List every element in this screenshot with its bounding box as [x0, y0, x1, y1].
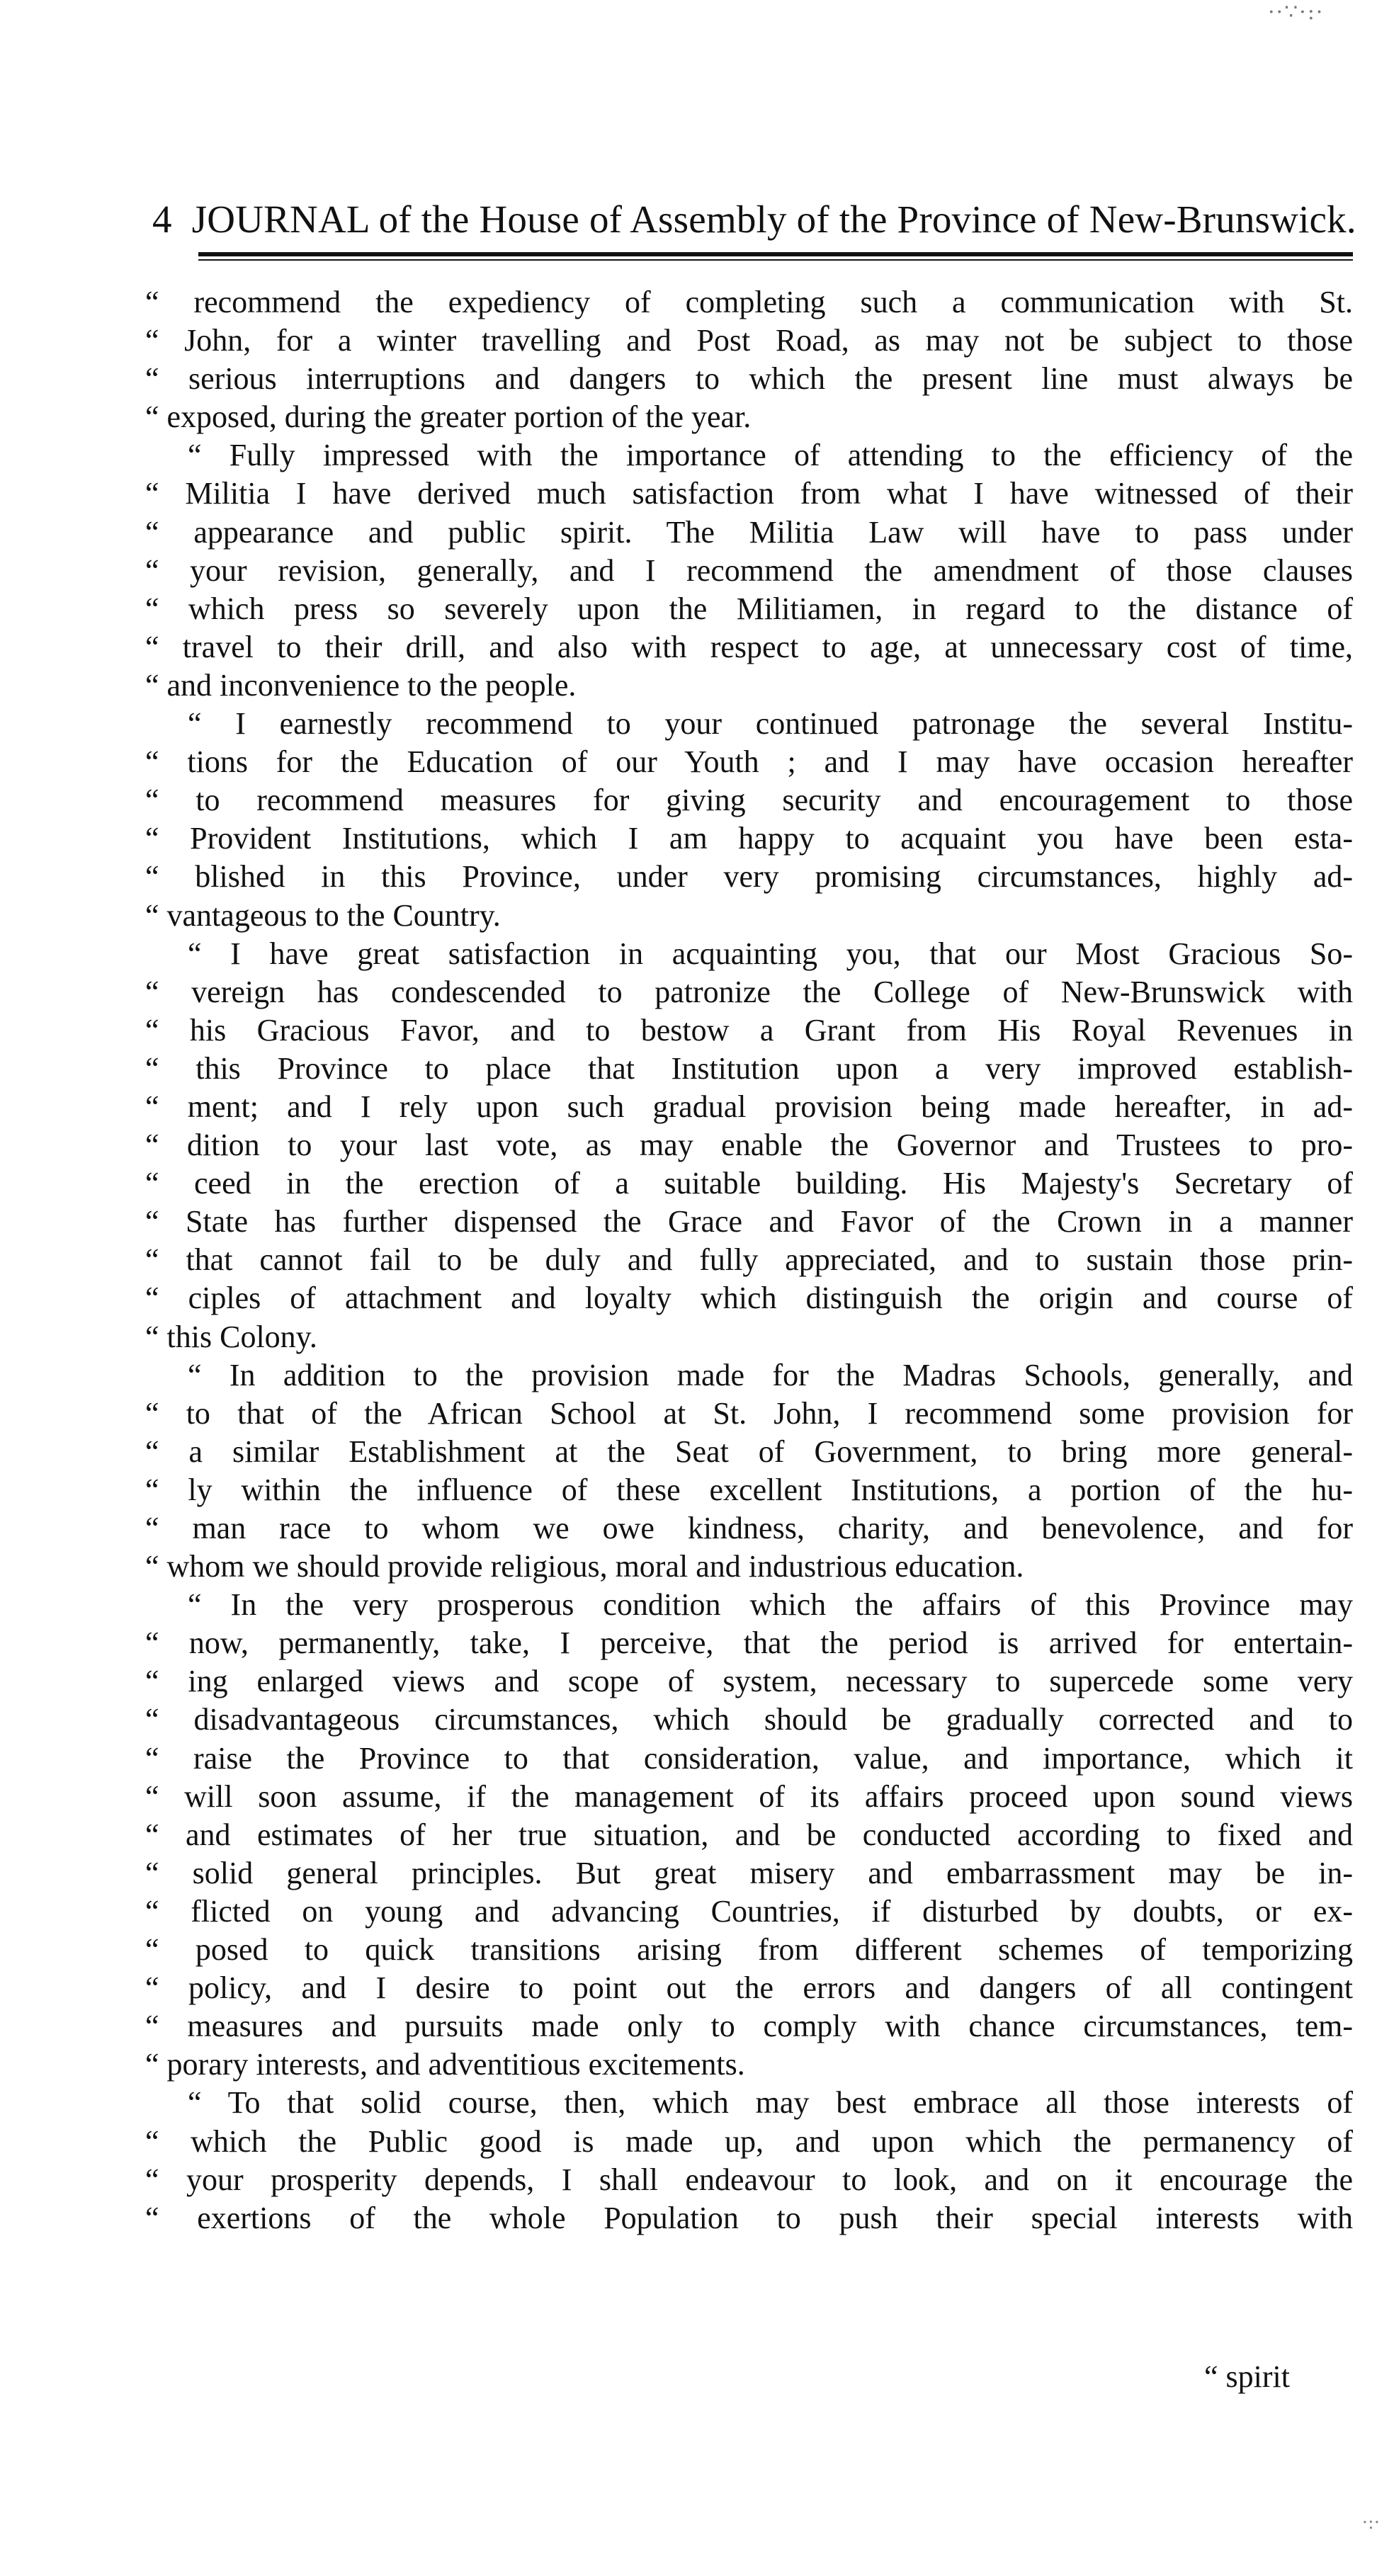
text-line: “ To that solid course, then, which may best embrace all those interests of	[188, 2085, 1353, 2121]
text-line: “ tions for the Education of our Youth ; and I may have occasion hereafter	[145, 744, 1353, 780]
body-text	[145, 283, 1353, 2237]
text-line: “ Provident Institutions, which I am happy to acquaint you have been esta-	[145, 821, 1353, 856]
text-line: “ In the very prosperous condition which the affairs of this Province may	[188, 1587, 1353, 1623]
text-line: “ blished in this Province, under very promising circumstances, highly ad-	[145, 859, 1353, 895]
text-line: “ your revision, generally, and I recommend the amendment of those clauses	[145, 552, 1353, 588]
text-line: “ serious interruptions and dangers to which the present line must always be	[145, 361, 1353, 397]
page-header	[152, 198, 1356, 241]
text-line: “ and inconvenience to the people.	[145, 667, 577, 703]
text-line: “ travel to their drill, and also with respect to age, at unnecessary cost of time,	[145, 629, 1353, 664]
text-line: “ flicted on young and advancing Countries, if disturbed by doubts, or ex-	[145, 1893, 1353, 1929]
text-line: “ recommend the expediency of completing such a communication with St.	[145, 285, 1353, 319]
text-line: “ John, for a winter travelling and Post Road, as may not be subject to those	[145, 323, 1353, 358]
text-line: “ and estimates of her true situation, and be conducted according to fixed and	[145, 1817, 1353, 1852]
text-line: “ solid general principles. But great misery and embarrassment may be in-	[145, 1855, 1353, 1890]
text-line: “ which the Public good is made up, and upon which the permanency of	[145, 2123, 1353, 2159]
text-line: “ your prosperity depends, I shall endeavour to look, and on it encourage the	[145, 2162, 1353, 2197]
header-rule-thin	[198, 259, 1353, 261]
catchword: “ spirit	[1204, 2359, 1290, 2394]
text-line: “ ing enlarged views and scope of system, necessary to supercede some very	[145, 1664, 1353, 1699]
margin-speck: ·:·	[1361, 2512, 1380, 2534]
text-line: “ In addition to the provision made for the Madras Schools, generally, and	[188, 1357, 1353, 1392]
text-line: “ ceed in the erection of a suitable building. His Majesty's Secretary of	[145, 1166, 1353, 1201]
text-line: “ State has further dispensed the Grace and Favor of the Crown in a manner	[145, 1204, 1353, 1239]
text-line: “ to that of the African School at St. John, I recommend some provision for	[145, 1395, 1353, 1431]
text-line: “ policy, and I desire to point out the errors and dangers of all contingent	[145, 1970, 1353, 2006]
page-number: 4	[152, 198, 172, 241]
text-line: “ this Province to place that Institution upon a very improved establish-	[145, 1050, 1353, 1086]
text-line: “ Militia I have derived much satisfaction from what I have witnessed of their	[145, 476, 1353, 511]
text-line: “ porary interests, and adventitious excitements.	[145, 2047, 745, 2082]
text-line: “ a similar Establishment at the Seat of Government, to bring more general-	[145, 1434, 1353, 1469]
text-line: “ which press so severely upon the Militiamen, in regard to the distance of	[145, 591, 1353, 626]
text-line: “ that cannot fail to be duly and fully appreciated, and to sustain those prin-	[145, 1242, 1353, 1278]
text-line: “ measures and pursuits made only to comply with chance circumstances, tem-	[145, 2009, 1353, 2044]
text-line: “ now, permanently, take, I perceive, that the period is arrived for entertain-	[145, 1625, 1353, 1661]
running-title: JOURNAL of the House of Assembly of the Province of New-Brunswick.	[191, 198, 1356, 241]
text-line: “ exertions of the whole Population to push their special interests with	[145, 2200, 1353, 2235]
text-line: “ will soon assume, if the management of its affairs proceed upon sound views	[145, 1778, 1353, 1814]
text-line: “ ciples of attachment and loyalty which distinguish the origin and course of	[145, 1281, 1353, 1316]
text-line: “ disadvantageous circumstances, which should be gradually corrected and to	[145, 1702, 1353, 1737]
text-line: “ man race to whom we owe kindness, charity, and benevolence, and for	[145, 1511, 1353, 1545]
text-line: “ vereign has condescended to patronize the College of New-Brunswick with	[145, 974, 1353, 1009]
text-line: “ raise the Province to that consideration, value, and importance, which it	[145, 1740, 1353, 1776]
text-line: “ I have great satisfaction in acquainting you, that our Most Gracious So-	[188, 936, 1353, 971]
text-line: “ posed to quick transitions arising from different schemes of temporizing	[145, 1932, 1353, 1968]
text-line: “ whom we should provide religious, moral and industrious education.	[145, 1549, 1024, 1584]
text-line: “ his Gracious Favor, and to bestow a Grant from His Royal Revenues in	[145, 1012, 1353, 1048]
text-line: “ ly within the influence of these excellent Institutions, a portion of the hu-	[145, 1472, 1353, 1507]
text-line: “ exposed, during the greater portion of the year.	[145, 399, 752, 435]
text-line: “ appearance and public spirit. The Militia Law will have to pass under	[145, 514, 1353, 550]
text-line: “ I earnestly recommend to your continued patronage the several Institu-	[188, 706, 1353, 742]
text-line: “ dition to your last vote, as may enable the Governor and Trustees to pro-	[145, 1128, 1353, 1163]
text-line: “ this Colony.	[145, 1319, 317, 1354]
corner-ink-mark: ··∵·:·	[1268, 0, 1325, 25]
text-line: “ to recommend measures for giving security and encouragement to those	[145, 783, 1353, 818]
header-rule-thick	[198, 252, 1353, 256]
text-line: “ vantageous to the Country.	[145, 897, 501, 933]
text-line: “ ment; and I rely upon such gradual provision being made hereafter, in ad-	[145, 1089, 1353, 1124]
text-line: “ Fully impressed with the importance of attending to the efficiency of the	[188, 438, 1353, 473]
